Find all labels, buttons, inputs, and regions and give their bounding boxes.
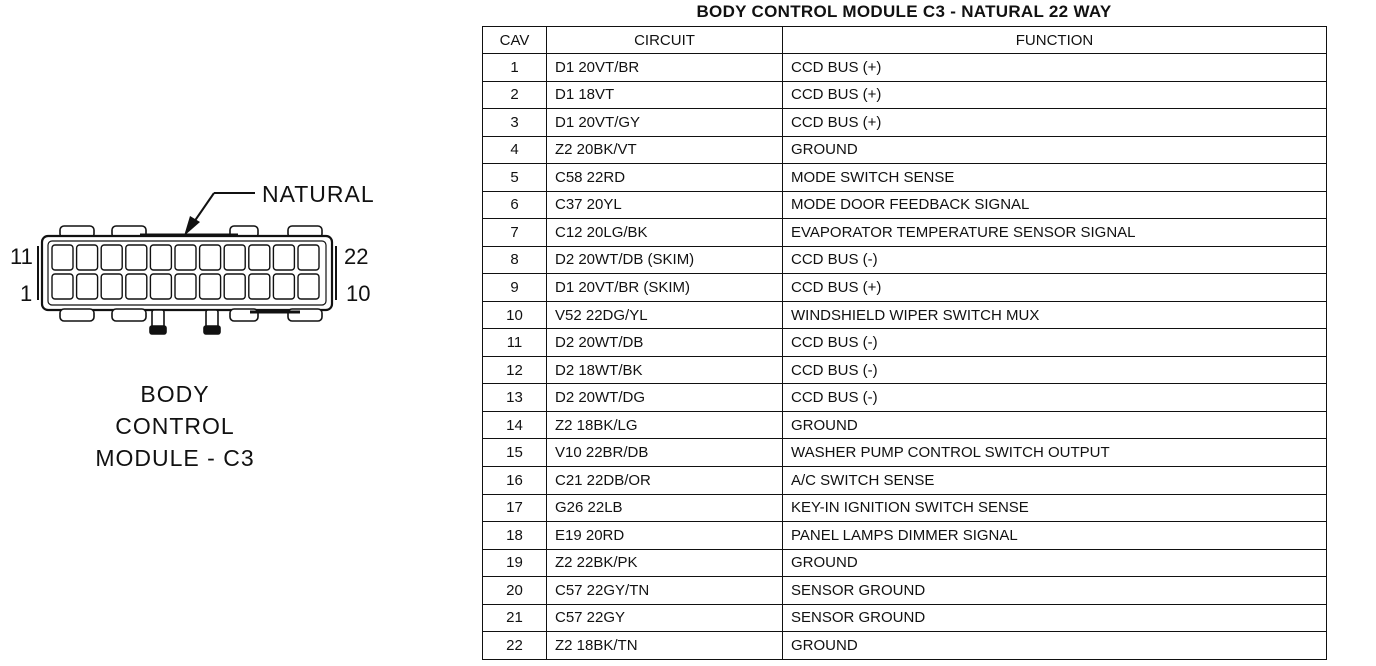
connector-cavity	[77, 245, 98, 270]
cav-cell: 20	[483, 577, 547, 605]
cav-cell: 12	[483, 356, 547, 384]
cav-cell: 7	[483, 219, 547, 247]
connector-cavity	[298, 274, 319, 299]
circuit-cell: C12 20LG/BK	[547, 219, 783, 247]
connector-cavity	[273, 245, 294, 270]
circuit-cell: C58 22RD	[547, 164, 783, 192]
connector-cavity	[200, 274, 221, 299]
circuit-cell: D1 20VT/BR	[547, 54, 783, 82]
circuit-cell: V52 22DG/YL	[547, 301, 783, 329]
function-cell: GROUND	[783, 632, 1327, 660]
function-cell: CCD BUS (+)	[783, 81, 1327, 109]
circuit-cell: E19 20RD	[547, 522, 783, 550]
function-cell: PANEL LAMPS DIMMER SIGNAL	[783, 522, 1327, 550]
function-cell: MODE SWITCH SENSE	[783, 164, 1327, 192]
cav-cell: 11	[483, 329, 547, 357]
table-row	[483, 219, 1327, 247]
cav-cell: 16	[483, 466, 547, 494]
cav-cell: 14	[483, 411, 547, 439]
connector-cavity	[175, 245, 196, 270]
connector-cavity	[150, 274, 171, 299]
function-cell: CCD BUS (-)	[783, 356, 1327, 384]
connector-cavity	[52, 274, 73, 299]
table-row	[483, 164, 1327, 192]
circuit-cell: D2 20WT/DB (SKIM)	[547, 246, 783, 274]
table-row	[483, 329, 1327, 357]
header-circuit: CIRCUIT	[547, 27, 783, 54]
connector-cavity	[249, 274, 270, 299]
cav-cell: 1	[483, 54, 547, 82]
cav-cell: 4	[483, 136, 547, 164]
cav-cell: 19	[483, 549, 547, 577]
circuit-cell: Z2 22BK/PK	[547, 549, 783, 577]
connector-cavity	[77, 274, 98, 299]
caption-line: MODULE - C3	[95, 445, 255, 471]
circuit-cell: Z2 18BK/LG	[547, 411, 783, 439]
function-cell: GROUND	[783, 549, 1327, 577]
table-row	[483, 632, 1327, 660]
connector-cavity	[126, 245, 147, 270]
connector-diagram	[0, 170, 420, 360]
circuit-cell: C57 22GY/TN	[547, 577, 783, 605]
connector-cavity	[224, 245, 245, 270]
header-cav: CAV	[483, 27, 547, 54]
function-cell: CCD BUS (-)	[783, 246, 1327, 274]
circuit-cell: D1 18VT	[547, 81, 783, 109]
header-function: FUNCTION	[783, 27, 1327, 54]
circuit-cell: D2 20WT/DB	[547, 329, 783, 357]
table-row	[483, 301, 1327, 329]
pinout-table-title: BODY CONTROL MODULE C3 - NATURAL 22 WAY	[696, 2, 1112, 21]
function-cell: GROUND	[783, 136, 1327, 164]
table-row	[483, 54, 1327, 82]
circuit-cell: D2 20WT/DG	[547, 384, 783, 412]
connector-cavity	[52, 245, 73, 270]
table-row	[483, 81, 1327, 109]
function-cell: CCD BUS (-)	[783, 384, 1327, 412]
cav-cell: 21	[483, 604, 547, 632]
pin-number-bottom-right: 10	[346, 281, 371, 306]
caption-line: BODY	[140, 381, 210, 407]
function-cell: WINDSHIELD WIPER SWITCH MUX	[783, 301, 1327, 329]
circuit-cell: Z2 18BK/TN	[547, 632, 783, 660]
connector-cavity	[101, 245, 122, 270]
function-cell: A/C SWITCH SENSE	[783, 466, 1327, 494]
circuit-cell: D1 20VT/GY	[547, 109, 783, 137]
table-row	[483, 274, 1327, 302]
table-row	[483, 411, 1327, 439]
connector-cavity	[126, 274, 147, 299]
table-row	[483, 356, 1327, 384]
cav-cell: 10	[483, 301, 547, 329]
circuit-cell: D1 20VT/BR (SKIM)	[547, 274, 783, 302]
function-cell: SENSOR GROUND	[783, 577, 1327, 605]
table-row	[483, 246, 1327, 274]
connector-caption	[60, 378, 290, 474]
cav-cell: 13	[483, 384, 547, 412]
function-cell: SENSOR GROUND	[783, 604, 1327, 632]
table-row	[483, 522, 1327, 550]
cav-cell: 2	[483, 81, 547, 109]
table-row	[483, 549, 1327, 577]
function-cell: KEY-IN IGNITION SWITCH SENSE	[783, 494, 1327, 522]
cav-cell: 3	[483, 109, 547, 137]
table-row	[483, 577, 1327, 605]
function-cell: CCD BUS (-)	[783, 329, 1327, 357]
connector-cavity	[150, 245, 171, 270]
table-row	[483, 109, 1327, 137]
cav-cell: 18	[483, 522, 547, 550]
cav-cell: 17	[483, 494, 547, 522]
pin-number-bottom-left: 1	[20, 281, 33, 306]
caption-line: CONTROL	[115, 413, 235, 439]
connector-cavity	[273, 274, 294, 299]
cav-cell: 6	[483, 191, 547, 219]
function-cell: WASHER PUMP CONTROL SWITCH OUTPUT	[783, 439, 1327, 467]
circuit-cell: D2 18WT/BK	[547, 356, 783, 384]
connector-color-label: NATURAL	[262, 181, 375, 207]
table-row	[483, 136, 1327, 164]
connector-cavity	[175, 274, 196, 299]
connector-cavity	[224, 274, 245, 299]
circuit-cell: V10 22BR/DB	[547, 439, 783, 467]
pin-number-top-left: 11	[10, 244, 33, 269]
connector-cavity	[200, 245, 221, 270]
table-row	[483, 466, 1327, 494]
cav-cell: 22	[483, 632, 547, 660]
connector-cavity	[298, 245, 319, 270]
function-cell: MODE DOOR FEEDBACK SIGNAL	[783, 191, 1327, 219]
cav-cell: 5	[483, 164, 547, 192]
table-row	[483, 191, 1327, 219]
circuit-cell: C57 22GY	[547, 604, 783, 632]
function-cell: CCD BUS (+)	[783, 274, 1327, 302]
table-row	[483, 439, 1327, 467]
circuit-cell: Z2 20BK/VT	[547, 136, 783, 164]
function-cell: CCD BUS (+)	[783, 54, 1327, 82]
circuit-cell: C37 20YL	[547, 191, 783, 219]
pinout-table	[482, 26, 1327, 660]
circuit-cell: G26 22LB	[547, 494, 783, 522]
connector-cavity	[101, 274, 122, 299]
cav-cell: 15	[483, 439, 547, 467]
cav-cell: 9	[483, 274, 547, 302]
table-row	[483, 604, 1327, 632]
cav-cell: 8	[483, 246, 547, 274]
pin-number-top-right: 22	[344, 244, 369, 269]
table-row	[483, 384, 1327, 412]
table-row	[483, 494, 1327, 522]
connector-cavity	[249, 245, 270, 270]
function-cell: CCD BUS (+)	[783, 109, 1327, 137]
circuit-cell: C21 22DB/OR	[547, 466, 783, 494]
table-header-row	[483, 27, 1327, 54]
function-cell: GROUND	[783, 411, 1327, 439]
function-cell: EVAPORATOR TEMPERATURE SENSOR SIGNAL	[783, 219, 1327, 247]
